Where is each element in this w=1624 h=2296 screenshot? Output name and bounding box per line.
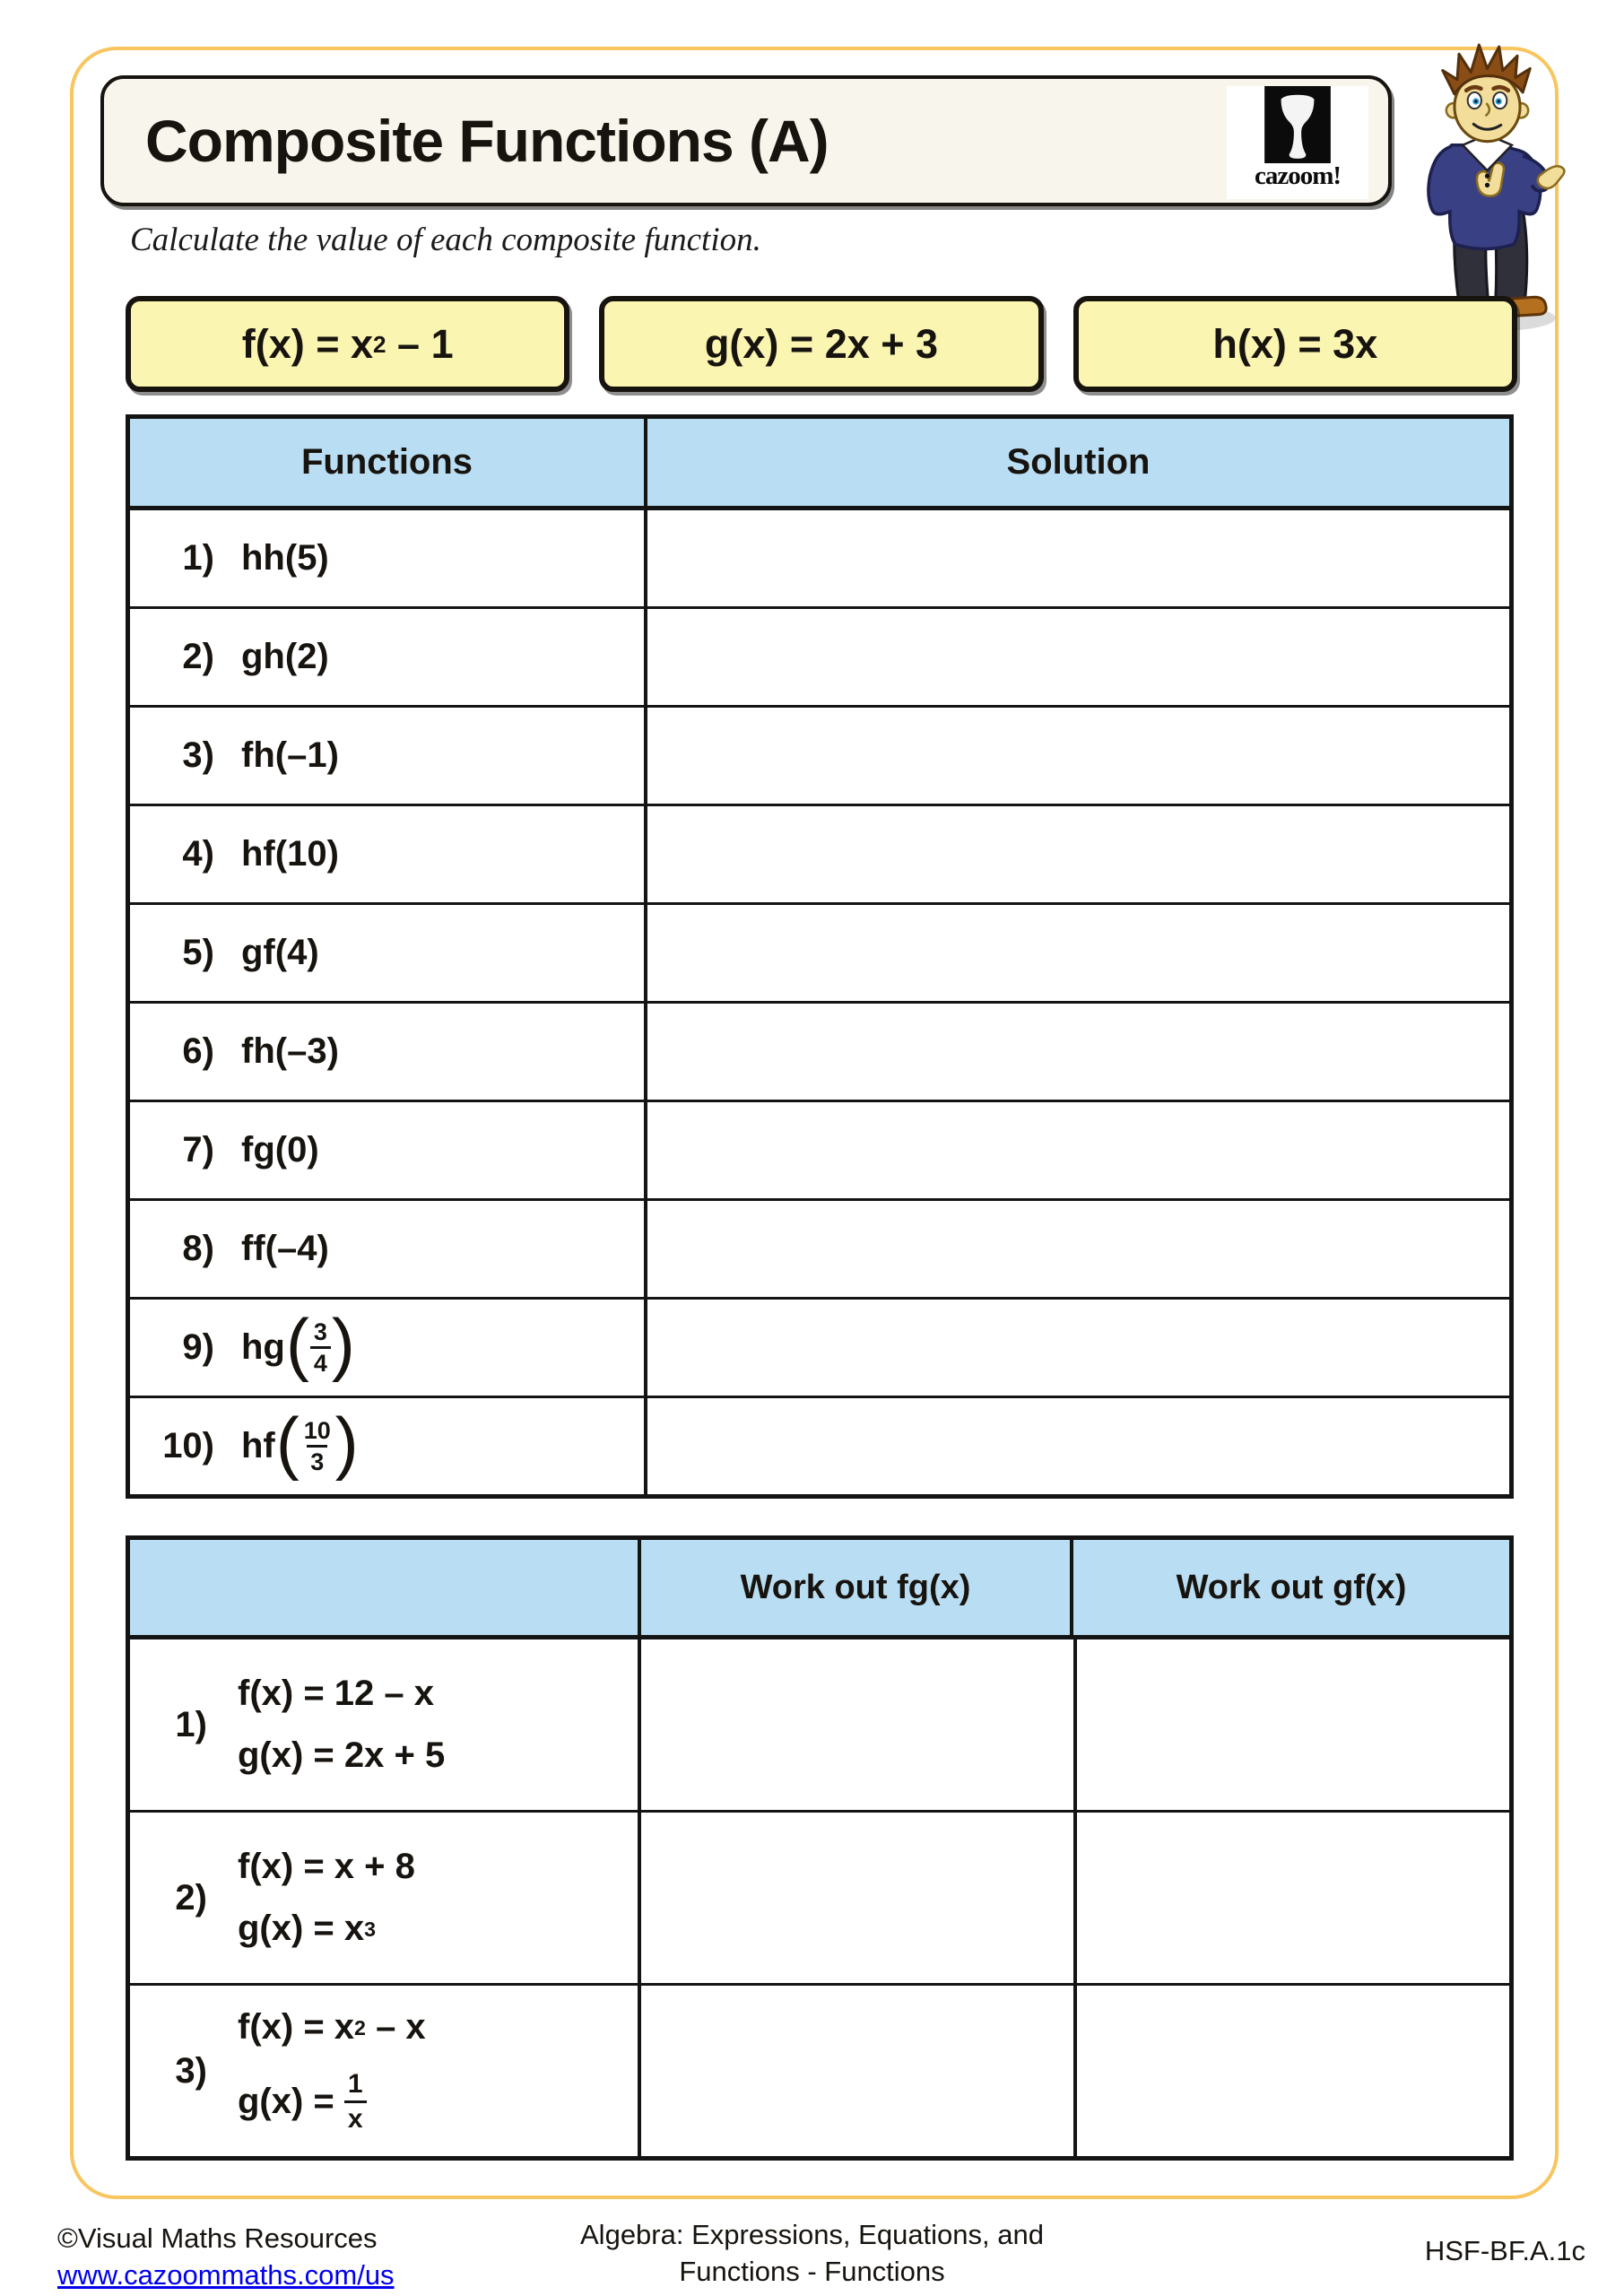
question-number: 7) (182, 1130, 214, 1170)
table-row (130, 1001, 1509, 1100)
solution-cell (647, 708, 1509, 804)
table-row (130, 1639, 1509, 1810)
question-number: 2) (175, 1877, 207, 1918)
question-number: 5) (182, 933, 214, 972)
cazoom-logo (1227, 86, 1368, 199)
question-number: 6) (182, 1031, 214, 1071)
table-row (130, 1810, 1509, 1983)
function-expression: hf(10) (241, 834, 339, 874)
function-expression: hf ( $\frac{10}{3}$ ) (241, 1402, 359, 1482)
table-row (130, 804, 1509, 902)
column-header-functions: Functions (130, 419, 647, 506)
fgx-answer-cell (641, 1986, 1077, 2156)
gfx-answer-cell (1077, 1639, 1509, 1810)
title-box (100, 75, 1392, 206)
logo-wordmark: cazoom! (1254, 161, 1342, 190)
question-number: 9) (182, 1327, 214, 1367)
solution-cell (647, 806, 1509, 902)
function-expression: hh(5) (241, 538, 329, 578)
cazoommaths-link[interactable]: www.cazoommaths.com/us (57, 2258, 395, 2291)
question-number: 2) (182, 637, 214, 676)
function-expression: gh(2) (241, 637, 329, 676)
table-header (130, 1540, 1509, 1639)
instruction-text: Calculate the value of each composite function. (130, 222, 761, 258)
solution-cell (647, 1004, 1509, 1100)
paren-open: ( (285, 1303, 309, 1383)
solution-cell (647, 510, 1509, 606)
paren-close: ) (331, 1303, 355, 1383)
solution-cell (647, 1300, 1509, 1396)
question-number: 3) (182, 735, 214, 775)
solution-cell (647, 609, 1509, 705)
column-header-fgx: Work out fg(x) (641, 1540, 1073, 1635)
table-header (130, 419, 1509, 510)
question-number: 1) (175, 1704, 207, 1744)
function-expression: gf(4) (241, 933, 319, 972)
function-box-f: f(x) = x 2 – 1 (126, 296, 569, 392)
fraction: $\frac{1}{x}$ (344, 2069, 367, 2135)
function-expression: fg(0) (241, 1130, 319, 1170)
column-header-empty (130, 1540, 641, 1635)
solution-cell (647, 905, 1509, 1001)
table-row (130, 1198, 1509, 1297)
gfx-answer-cell (1077, 1813, 1509, 1983)
footer-topic-line2: Functions - Functions (679, 2255, 945, 2287)
solution-cell (647, 1102, 1509, 1198)
table-row (130, 1396, 1509, 1494)
function-expression: fh(–3) (241, 1031, 339, 1071)
table-row (130, 1983, 1509, 2156)
question-number: 3) (175, 2050, 207, 2091)
table-row (130, 902, 1509, 1001)
table-row (130, 606, 1509, 705)
solution-cell (647, 1201, 1509, 1297)
fraction: $\frac{3}{4}$ (310, 1318, 331, 1376)
fgx-answer-cell (641, 1813, 1077, 1983)
function-expression: hg ( $\frac{3}{4}$ ) (241, 1303, 355, 1383)
question-number: 10) (162, 1426, 214, 1465)
column-header-gfx: Work out gf(x) (1176, 1568, 1407, 1606)
table-row (130, 705, 1509, 804)
function-pair: f(x) = x + 8 g(x) = x 3 (238, 1847, 415, 1948)
questions-table (126, 414, 1514, 1499)
function-expression: fh(–1) (241, 735, 339, 775)
paren-close: ) (334, 1402, 359, 1482)
footer-topic-line1: Algebra: Expressions, Equations, and (580, 2219, 1044, 2250)
fgx-answer-cell (641, 1639, 1077, 1810)
question-number: 1) (182, 538, 214, 578)
column-header-solution: Solution (1006, 442, 1151, 482)
workout-table (126, 1535, 1514, 2161)
function-box-g: g(x) = 2x + 3 (599, 296, 1043, 392)
gfx-answer-cell (1077, 1986, 1509, 2156)
function-pair: f(x) = x 2 – x g(x) = $\frac{1}{x}$ (238, 2007, 426, 2134)
page-title: Composite Functions (A) (145, 108, 829, 174)
function-box-h: h(x) = 3x (1073, 296, 1517, 392)
paren-open: ( (275, 1402, 300, 1482)
copyright-text: ©Visual Maths Resources (57, 2222, 378, 2254)
footer-topic (580, 2217, 1044, 2291)
fraction: $\frac{10}{3}$ (303, 1417, 331, 1475)
question-number: 4) (182, 834, 214, 874)
question-number: 8) (182, 1229, 214, 1268)
solution-cell (647, 1398, 1509, 1494)
drum-icon (1264, 86, 1331, 163)
table-row (130, 1297, 1509, 1396)
function-definitions (126, 296, 1517, 392)
footer-credit (57, 2221, 395, 2294)
table-row (130, 1100, 1509, 1198)
table-row (130, 510, 1509, 606)
standard-code: HSF-BF.A.1c (1424, 2235, 1585, 2266)
mascot-illustration (1385, 39, 1587, 340)
function-expression: ff(–4) (241, 1229, 329, 1268)
function-pair: f(x) = 12 – x g(x) = 2x + 5 (238, 1674, 446, 1775)
